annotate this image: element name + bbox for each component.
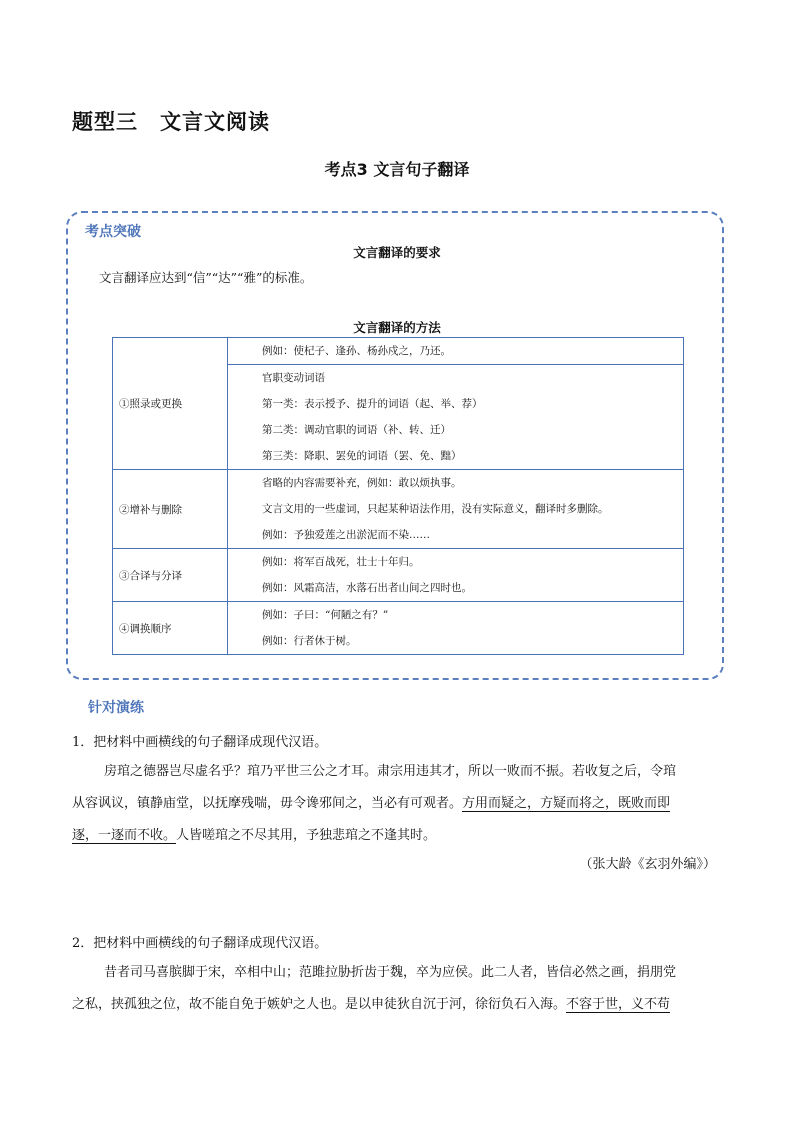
passage-line (72, 989, 732, 1021)
section-title-topic: 文言文阅读 (160, 110, 270, 134)
passage-line: 房琯之德器岂尽虚名乎？琯乃平世三公之才耳。肃宗用违其才，所以一败而不振。若收复之后，令琯 (104, 764, 677, 779)
example-line: 官职变动词语 (262, 372, 325, 384)
question-1-passage (72, 756, 732, 852)
underlined-sentence: 不容于世，义不苟 (566, 997, 671, 1012)
table-row (113, 470, 684, 549)
table-row (113, 338, 684, 470)
question-2-passage (72, 957, 732, 1021)
method-label: ④调换顺序 (113, 602, 228, 655)
example-line: 例如：子曰：“何陋之有？” (262, 609, 389, 621)
methods-table (112, 337, 684, 655)
example-line: 例如：风霜高洁，水落石出者山间之四时也。 (262, 582, 472, 594)
underlined-sentence: 逐，一逐而不收。 (72, 828, 177, 843)
point-title: 考点3 文言句子翻译 (324, 160, 470, 179)
section-title (72, 106, 270, 136)
example-line: 例如：予独爱莲之出淤泥而不染…… (262, 529, 430, 541)
passage-text: 从容讽议，镇静庙堂，以抚摩残喘，毋令谗邪间之，当必有可观者。 (72, 796, 463, 811)
example-line: 例如：使杞子、逢孙、杨孙戍之，乃还。 (228, 338, 683, 365)
method-heading: 文言翻译的方法 (353, 320, 441, 335)
practice-heading: 针对演练 (88, 700, 144, 716)
example-line: 第一类：表示授予、提升的词语（起、举、荐） (262, 398, 483, 410)
passage-text: 人皆嗟琯之不尽其用，予独悲琯之不逢其时。 (176, 828, 437, 843)
question-2-title: 2．把材料中画横线的句子翻译成现代汉语。 (72, 936, 328, 951)
method-label: ③合译与分译 (113, 549, 228, 602)
table-row (113, 549, 684, 602)
example-line: 例如：将军百战死，壮士十年归。 (262, 556, 420, 568)
method-label: ①照录或更换 (113, 338, 228, 470)
method-label: ②增补与删除 (113, 470, 228, 549)
example-line: 例如：行者休于树。 (262, 635, 357, 647)
passage-text: 之私，挟孤独之位，故不能自免于嫉妒之人也。是以申徒狄自沉于河，徐衍负石入海。 (72, 997, 567, 1012)
example-line: 第二类：调动官职的词语（补、转、迁） (262, 424, 451, 436)
requirement-heading: 文言翻译的要求 (353, 245, 441, 260)
passage-line: 昔者司马喜膑脚于宋，卒相中山；范雎拉胁折齿于魏，卒为应侯。此二人者，皆信必然之画，捐朋党 (104, 965, 677, 980)
example-line: 文言文用的一些虚词，只起某种语法作用，没有实际意义，翻译时多删除。 (262, 503, 609, 515)
table-row (113, 602, 684, 655)
question-1-title: 1．把材料中画横线的句子翻译成现代汉语。 (72, 735, 328, 750)
example-line: 第三类：降职、罢免的词语（罢、免、黜） (262, 450, 462, 462)
requirement-text: 文言翻译应达到“信”“达”“雅”的标准。 (99, 270, 313, 285)
method-examples (228, 338, 684, 470)
underlined-sentence: 方用而疑之，方疑而将之，既败而即 (462, 796, 671, 811)
section-title-type: 题型三 (72, 110, 138, 134)
method-examples (228, 602, 684, 655)
question-1-source: （张大龄《玄羽外编》） (579, 857, 716, 872)
method-examples (228, 470, 684, 549)
method-examples (228, 549, 684, 602)
passage-line (72, 820, 732, 852)
example-line: 省略的内容需要补充，例如：敢以烦执事。 (262, 477, 462, 489)
passage-line (72, 788, 732, 820)
key-points-heading: 考点突破 (85, 224, 141, 240)
